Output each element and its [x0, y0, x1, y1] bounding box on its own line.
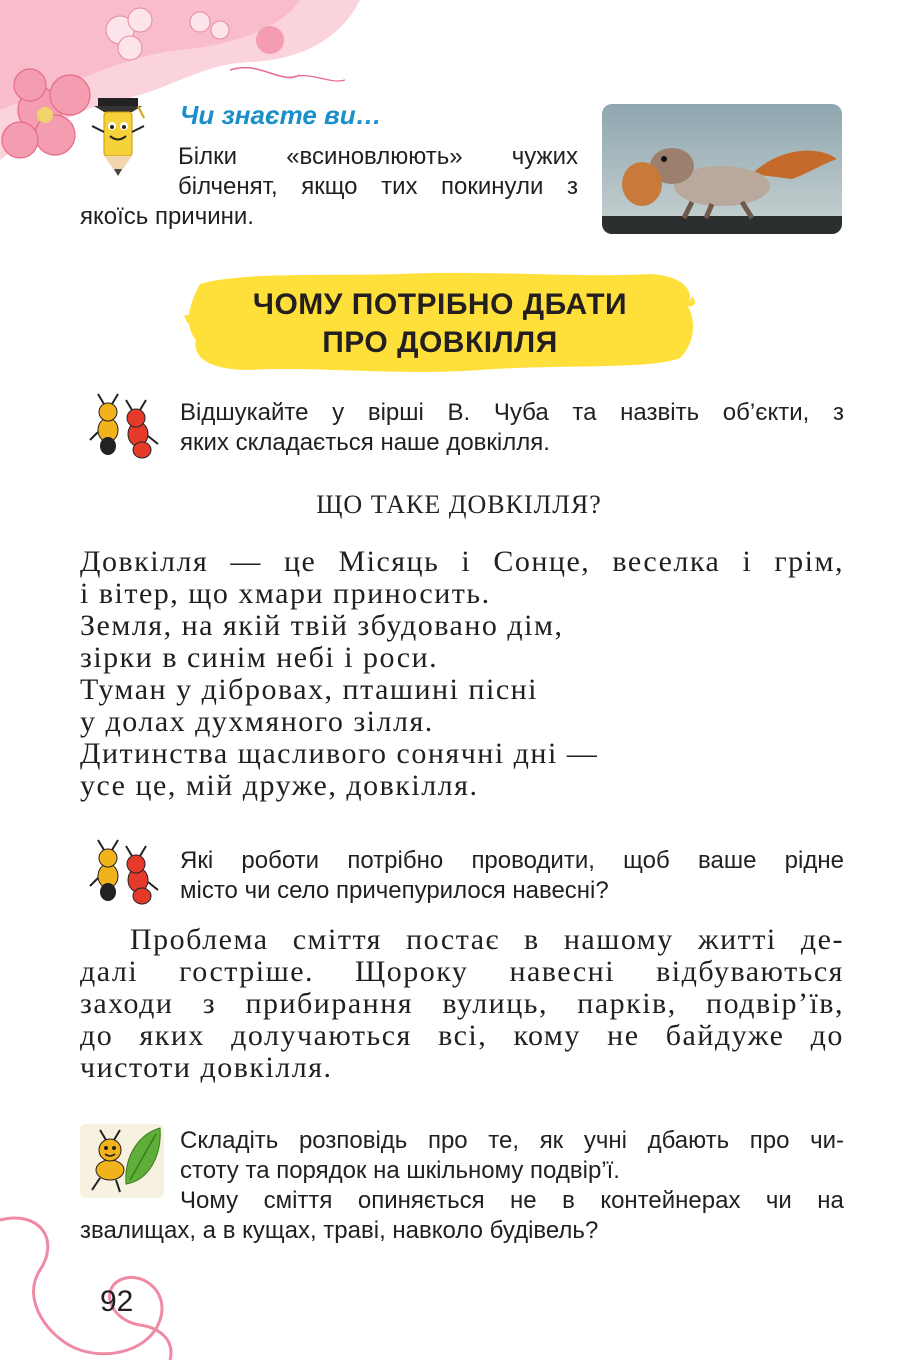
poem-line: усе це, мій друже, довкілля.: [80, 769, 479, 802]
task-3-line-2: стоту та порядок на шкільному подвір’ї.: [180, 1157, 620, 1184]
section-heading-line-1: ЧОМУ ПОТРІБНО ДБАТИ: [252, 288, 628, 321]
paragraph-line-1: Проблема сміття постає в нашому житті де-: [130, 923, 844, 956]
page-number: 92: [100, 1285, 134, 1318]
poem-line: Дитинства щасливого сонячні дні —: [80, 737, 599, 770]
paragraph-line-3: заходи з прибирання вулиць, парків, подвір’їв,: [80, 987, 844, 1020]
task-3-line-1: Складіть розповідь про те, як учні дбають про чи-: [180, 1127, 844, 1154]
task-1-line-1: Відшукайте у вірші В. Чуба та назвіть об’єкти, з: [180, 399, 844, 426]
heading-banner: [180, 266, 700, 378]
task-1-line-2: яких складається наше довкілля.: [180, 429, 550, 456]
ant-with-leaf-icon: [80, 1124, 164, 1198]
section-heading-line-2: ПРО ДОВКІЛЛЯ: [322, 326, 558, 359]
task-3-line-4: звалищах, а в кущах, траві, навколо будівель?: [80, 1217, 599, 1244]
did-you-know-line-1: Білки «всиновлюють» чужих: [178, 143, 578, 170]
pencil-mascot-icon: [86, 96, 150, 180]
ants-pair-icon: [86, 392, 164, 462]
poem-line: і вітер, що хмари приносить.: [80, 577, 491, 610]
did-you-know-line-2: білченят, якщо тих покинули з: [178, 173, 578, 200]
poem-line: зірки в синім небі і роси.: [80, 641, 439, 674]
task-3-line-3: Чому сміття опиняється не в контейнерах чи на: [180, 1187, 844, 1214]
poem-line: Туман у дібровах, пташині пісні: [80, 673, 539, 706]
pink-swirl-decoration: [0, 1200, 200, 1360]
did-you-know-line-3: якоїсь причини.: [80, 203, 254, 230]
squirrel-photo: [602, 104, 842, 234]
ants-pair-icon: [86, 838, 164, 908]
poem-line: у долах духмяного зілля.: [80, 705, 434, 738]
paragraph-line-5: чистоти довкілля.: [80, 1051, 333, 1084]
did-you-know-title: Чи знаєте ви…: [180, 100, 382, 130]
task-2-line-2: місто чи село причепурилося навесні?: [180, 877, 609, 904]
paragraph-line-4: до яких долучаються всі, кому не байдуже до: [80, 1019, 844, 1052]
task-2-line-1: Які роботи потрібно проводити, щоб ваше рідне: [180, 847, 844, 874]
poem-title: ЩО ТАКЕ ДОВКІЛЛЯ?: [316, 490, 602, 519]
poem-line: Земля, на якій твій збудовано дім,: [80, 609, 564, 642]
paragraph-line-2: далі гостріше. Щороку навесні відбуваються: [80, 955, 844, 988]
poem-line-1: Довкілля — це Місяць і Сонце, веселка і грім,: [80, 545, 844, 578]
